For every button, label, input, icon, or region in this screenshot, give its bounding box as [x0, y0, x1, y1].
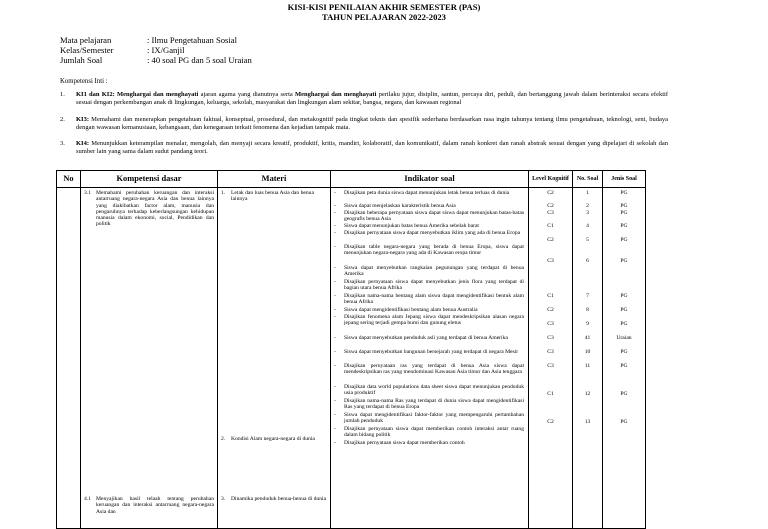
kd-text: Memahami perubahan keruangan dan interaksi antarruang negara-negara Asia dan benua lainnya yang diakibatkan factor alam, manusia dan pengaruhnya terhadap keberlangsungan kehidupan manusia dalam ekonomi, social, Pendidikan dan politik [96, 190, 214, 228]
ki-item-2: KI3: Memahami dan menerapkan pengetahuan faktual, konseptual, prosedural, dan metakognitif pada tingkat teknis dan spesifik sederhana berdasarkan rasa ingin tahunya tentang ilmu pengetahuan, teknologi, seni, budaya dengan wawasan kemanusiaan, kebangsaan, dan kenegaraan terkait fenomena dan kejadian tampak mata. [76, 116, 668, 132]
list-item: - Disajikan nama-nama bentang alam siswa dapat mengidentifikasi bentuk alam benua Afrika [334, 293, 524, 306]
meta-value-class: : IX/Ganjil [147, 45, 185, 55]
meta-label-subject: Mata pelajaran [60, 35, 112, 45]
question-number: 3 [586, 210, 589, 216]
list-item: - Disajikan table negara-negara yang berada di benua Eropa, siswa dapat menunjukan negara-negara yang ada di Kawasan eropa timur [334, 244, 524, 257]
question-type: PG [620, 237, 628, 243]
question-number: 41 [584, 335, 591, 341]
cell-materi [218, 188, 331, 529]
materi-text: Dinamika penduduk benua-benua di dunia [231, 496, 327, 502]
list-item: - Disajikan fenomena alam Jepang siswa dapat mendeskripsikan alasan negara jepang sering terjadi gempa bumi dan gunung eletus [334, 314, 524, 327]
list-item: - Siswa dapat menjelaskan karakteristik benua Asia [334, 203, 456, 209]
list-item: - Disajikan peta dunia siswa dapat menunjukan letak benua terluas di dunia [334, 190, 510, 196]
list-item: - Siswa dapat mengidentifikasi bentang alam benua Australia [334, 307, 478, 313]
materi-number: 2. [221, 436, 226, 442]
question-number: 5 [586, 237, 589, 243]
kisi-kisi-table [56, 170, 646, 529]
list-item: - Disajikan pernyataan siswa dapat menyebutkan jenis flora yang terdapat di bagian utara benua Afrika [334, 279, 524, 292]
list-item: - Siswa dapat menyebutkan rangkaian pegunungan yang terdapat di benua Amerika [334, 265, 524, 278]
question-type: PG [620, 223, 628, 229]
list-item: - Disajikan pernyataan siswa dapat memberikan contoh [334, 440, 465, 446]
header-indikator: Indikator soal [331, 171, 529, 188]
level-value: C2 [547, 203, 554, 209]
question-number: 6 [586, 258, 589, 264]
question-type: PG [620, 293, 628, 299]
question-number: 2 [586, 203, 589, 209]
question-type: PG [620, 203, 628, 209]
question-type: PG [620, 419, 628, 425]
header-no: No [57, 171, 81, 188]
list-item: - Disajikan nama-nama Ras yang terdapat di dunia siswa dapat mengidentifikasi Ras yang terdapat di benua Eropa [334, 398, 524, 411]
ki-item-1: KI1 dan KI2: Menghargai dan menghayati ajaran agama yang dianutnya serta Menghargai dan menghayati perilaku jujur, disiplin, santun, percaya diri, peduli, dan bertanggung jawab dalam berinteraksi secara efektif sesuai dengan perkembangan anak di lingkungan, keluarga, sekolah, masyarakat dan lingkungan alam sekitar, bangsa, negara, dan kawasan regional [76, 91, 668, 107]
level-value: C3 [547, 349, 554, 355]
list-item: - Siswa dapat mengidentifikasi faktor-faktor yang mempengaruhi pertambahan jumlah penduduk [334, 412, 524, 425]
list-item: - Siswa dapat menyebutkan penduduk asli yang terdapat di benua Amerika [334, 335, 508, 341]
meta-label-class: Kelas/Semester [60, 45, 114, 55]
materi-number: 1. [221, 190, 226, 196]
level-value: C1 [547, 223, 554, 229]
question-number: 8 [586, 307, 589, 313]
ki-number: 3. [60, 140, 65, 147]
materi-number: 3. [221, 496, 226, 502]
kd-number: 4.1 [84, 496, 91, 502]
level-value: C2 [547, 307, 554, 313]
cell-level [529, 188, 573, 529]
question-number: 1 [586, 190, 589, 196]
cell-indikator [331, 188, 529, 529]
question-number: 10 [584, 349, 591, 355]
header-kd: Kompetensi dasar [81, 171, 218, 188]
list-item: - Disajikan pernyataan ras yang terdapat di benua Asia siswa dapat mendeskripsikan ras yang mendominasi Kawasan Asia timur dan Asia tenggara [334, 363, 524, 376]
table-row [57, 188, 646, 529]
question-number: 12 [584, 391, 591, 397]
question-type: Uraian [616, 335, 632, 341]
question-number: 13 [584, 419, 591, 425]
list-item: - Disajikan data world populations data sheet siswa dapat menunjukan penduduk usia produktif [334, 384, 524, 397]
list-item: - Disajikan beberapa pernyataan siswa dapat siswa dapat menunjukan batas-batas geografis benua Asia [334, 210, 524, 223]
list-item: - Disajikan pernyataan siswa dapat menyebutkan iklim yang ada di benua Eropa [334, 230, 521, 236]
cell-nosoal [573, 188, 603, 529]
document-subtitle: TAHUN PELAJARAN 2022-2023 [322, 12, 446, 22]
question-number: 11 [584, 363, 591, 369]
question-type: PG [620, 307, 628, 313]
meta-value-count: : 40 soal PG dan 5 soal Uraian [147, 55, 252, 65]
meta-label-count: Jumlah Soal [60, 55, 103, 65]
question-type: PG [620, 210, 628, 216]
list-item: - Siswa dapat menunjukan batas benua Amerika sebelah barat [334, 223, 479, 229]
list-item: - Disajikan pernyataan siswa dapat memberikan contoh interaksi antar ruang dalam bidang politik [334, 426, 524, 439]
level-value: C3 [547, 321, 554, 327]
materi-text: Kondisi Alam negara-negara di dunia [231, 436, 315, 442]
kd-number: 3.1 [84, 190, 91, 196]
ki-number: 2. [60, 116, 65, 123]
materi-text: Letak dan luas benua Asia dan benua lainnya [231, 190, 314, 203]
question-type: PG [620, 363, 628, 369]
level-value: C2 [547, 190, 554, 196]
header-nosoal: No. Soal [573, 171, 603, 188]
level-value: C3 [547, 363, 554, 369]
ki-number: 1. [60, 91, 65, 98]
question-type: PG [620, 321, 628, 327]
list-item: - Siswa dapat menyebutkan bangunan bersejarah yang terdapat di negara Mesir [334, 349, 519, 355]
question-number: 9 [586, 321, 589, 327]
question-number: 4 [586, 223, 589, 229]
header-materi: Materi [218, 171, 331, 188]
header-level: Level Kognitif [529, 171, 573, 188]
level-value: C1 [547, 293, 554, 299]
question-type: PG [620, 258, 628, 264]
document-title: KISI-KISI PENILAIAN AKHIR SEMESTER (PAS) [287, 2, 481, 12]
question-type: PG [620, 349, 628, 355]
level-value: C3 [547, 210, 554, 216]
meta-value-subject: : Ilmu Pengetahuan Sosial [147, 35, 237, 45]
cell-jenis [603, 188, 646, 529]
cell-no [57, 188, 81, 529]
question-number: 7 [586, 293, 589, 299]
question-type: PG [620, 190, 628, 196]
level-value: C1 [547, 391, 554, 397]
cell-kd [81, 188, 218, 529]
level-value: C2 [547, 419, 554, 425]
level-value: C2 [547, 237, 554, 243]
ki-item-3: KI4: Menunjukkan keterampilan menalar, mengolah, dan menyaji secara kreatif, produktif, kritis, mandiri, kolaboratif, dan komunikatif, dalam ranah konkret dan ranah abstrak sesuai dengan yang dipelajari di sekolah dan sumber lain yang sama dalam sudut pandang teori. [76, 140, 668, 156]
kd-text: Menyajikan hasil telaah tentang perubahan keruangan dan interaksi antarruang negara-negara Asia dan [96, 496, 214, 515]
level-value: C3 [547, 335, 554, 341]
table-header-row [57, 171, 646, 188]
question-type: PG [620, 391, 628, 397]
ki-heading: Kompetensi Inti : [60, 78, 108, 85]
level-value: C3 [547, 258, 554, 264]
header-jenis: Jenis Soal [603, 171, 646, 188]
